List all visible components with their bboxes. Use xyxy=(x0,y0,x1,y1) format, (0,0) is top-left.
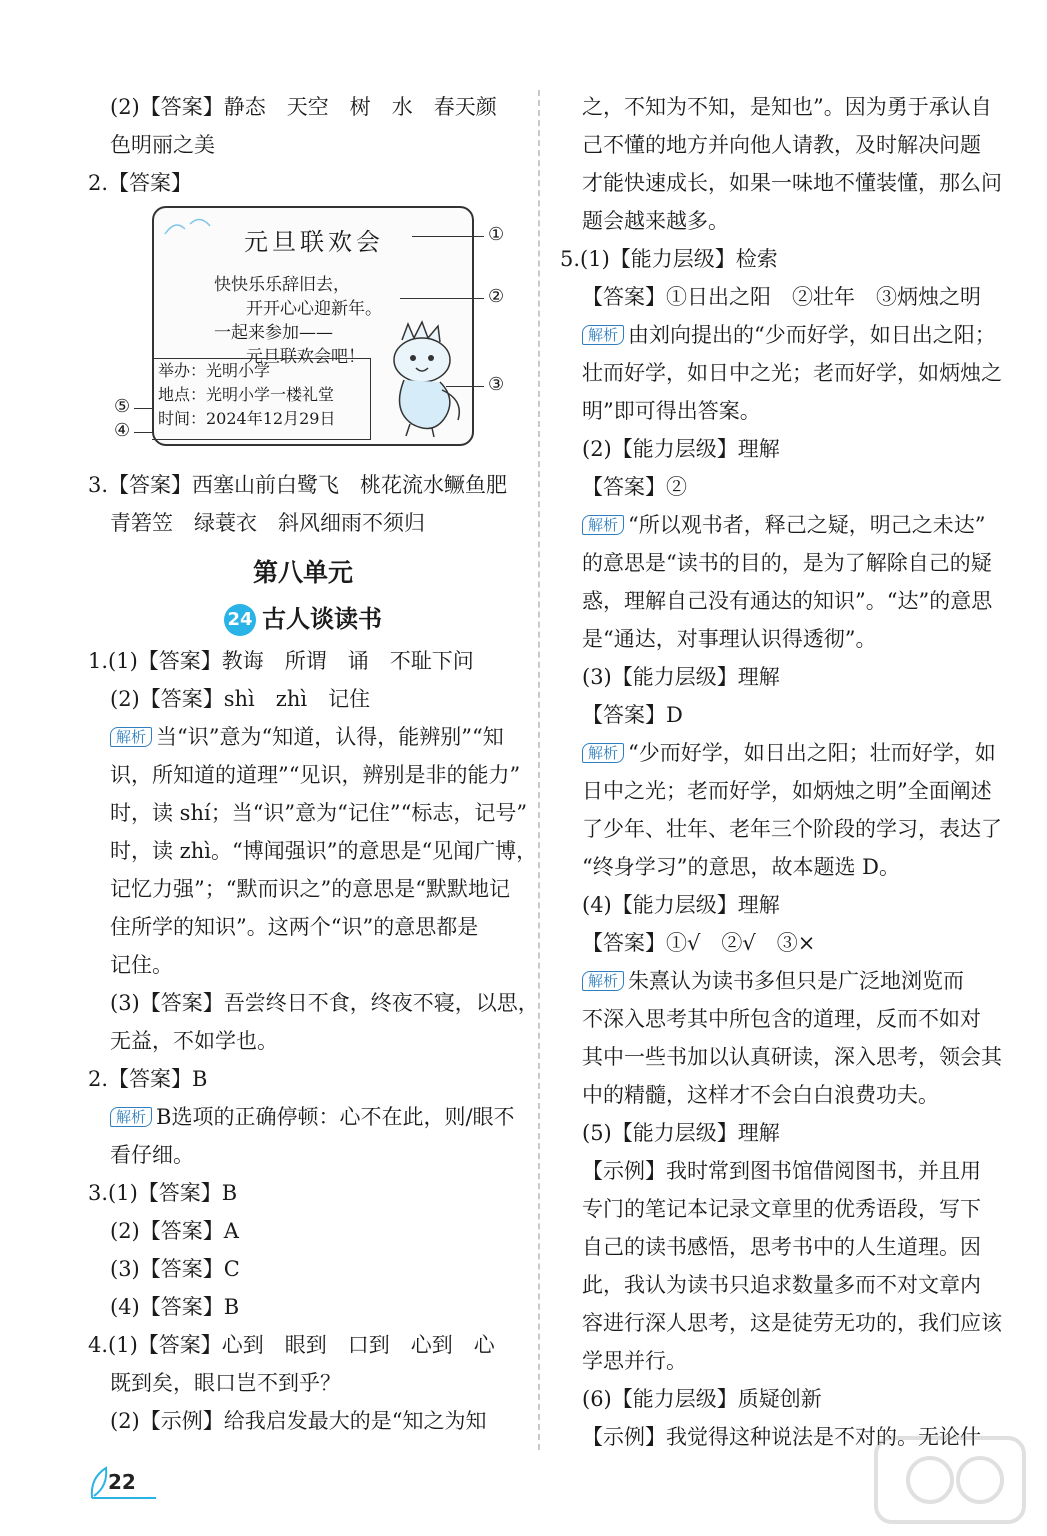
page-number: 22 xyxy=(108,1470,136,1494)
line-text: 2.【答案】B xyxy=(88,1067,208,1091)
line-text: 此，我认为读书只追求数量多而不对文章内 xyxy=(582,1273,981,1297)
body-line xyxy=(88,1098,518,1136)
body-line xyxy=(560,1038,1002,1076)
leaf-icon xyxy=(88,1466,110,1500)
line-text: 【示例】我时常到图书馆借阅图书，并且用 xyxy=(582,1159,981,1183)
body-line xyxy=(560,88,992,126)
line-text: 1.(1)【答案】教诲 所谓 诵 不耻下问 xyxy=(88,649,474,673)
lesson-number-badge: 24 xyxy=(224,604,256,636)
line-text: 青箬笠 绿蓑衣 斜风细雨不须归 xyxy=(110,511,425,535)
body-line xyxy=(560,1342,980,1380)
line-text: 的意思是“读书的目的，是为了解除自己的疑 xyxy=(582,551,992,575)
body-line xyxy=(88,870,518,908)
arrow-5 xyxy=(134,408,154,409)
line-text: 记住。 xyxy=(110,953,173,977)
line-text: 由刘向提出的“少而好学，如日出之阳； xyxy=(628,323,996,347)
unit-title: 第八单元 xyxy=(252,558,353,587)
answer-line xyxy=(88,466,518,504)
body-line xyxy=(88,984,539,1022)
line-text: (3)【能力层级】理解 xyxy=(582,665,780,689)
body-line xyxy=(88,1250,518,1288)
poster-info-place: 地点：光明小学一楼礼堂 xyxy=(158,385,335,404)
body-line xyxy=(88,1402,518,1440)
arrow-3 xyxy=(446,386,484,387)
body-line xyxy=(88,1326,518,1364)
poster-info-box xyxy=(152,358,371,440)
line-text: 4.(1)【答案】心到 眼到 口到 心到 心 xyxy=(88,1333,495,1357)
line-text: 明”即可得出答案。 xyxy=(582,399,761,423)
watermark-logo-icon xyxy=(870,1430,1030,1530)
body-line xyxy=(560,620,980,658)
body-line xyxy=(88,908,518,946)
line-text: 【示例】我觉得这种说法是不对的。无论什 xyxy=(582,1425,981,1449)
body-line xyxy=(88,756,521,794)
line-text: (2)【能力层级】理解 xyxy=(582,437,780,461)
line-text: 记忆力强”；“默而识之”的意思是“默默地记 xyxy=(110,877,510,901)
q3-answers xyxy=(88,466,518,542)
line-text: (6)【能力层级】质疑创新 xyxy=(582,1387,822,1411)
analysis-tag: 解析 xyxy=(582,971,624,991)
line-text: 容进行深人思考，这是徒劳无功的，我们应该 xyxy=(582,1311,1002,1335)
poster-line-3: 一起来参加—— xyxy=(214,323,333,343)
line-text: 时，读 zhì。“博闻强识”的意思是“见闻广博， xyxy=(110,839,538,863)
body-line xyxy=(560,506,986,544)
line-text: (2)【答案】静态 天空 树 水 春天颜 xyxy=(110,95,497,119)
body-line xyxy=(88,1364,518,1402)
poster-info-time: 时间：2024年12月29日 xyxy=(158,409,336,428)
line-text: 其中一些书加以认真研读，深入思考，领会其 xyxy=(582,1045,1002,1069)
line-text: 不深入思考其中所包含的道理，反而不如对 xyxy=(582,1007,981,1031)
body-line xyxy=(560,772,992,810)
line-text: (2)【示例】给我启发最大的是“知之为知 xyxy=(110,1409,487,1433)
line-text: B选项的正确停顿：心不在此，则/眼不 xyxy=(156,1105,515,1129)
line-text: 5.(1)【能力层级】检索 xyxy=(560,247,778,271)
body-line xyxy=(560,1000,980,1038)
line-text: 之，不知为不知，是知也”。因为勇于承认自 xyxy=(582,95,992,119)
line-text: 题会越来越多。 xyxy=(582,209,729,233)
line-text: (3)【答案】吾尝终日不食，终夜不寝，以思， xyxy=(110,991,539,1015)
right-column xyxy=(560,88,1002,1456)
line-text: 己不懂的地方并向他人请教，及时解决问题 xyxy=(582,133,981,157)
body-line xyxy=(560,658,980,696)
body-line xyxy=(560,278,980,316)
body-line xyxy=(88,946,518,984)
line-text: (3)【答案】C xyxy=(110,1257,240,1281)
body-line xyxy=(560,1190,980,1228)
body-line xyxy=(88,1136,518,1174)
line-text: 【答案】①日出之阳 ②壮年 ③炳烛之明 xyxy=(582,285,981,309)
analysis-tag: 解析 xyxy=(110,1107,152,1127)
poster-line-1: 快快乐乐辞旧去， xyxy=(214,275,350,295)
body-line xyxy=(560,696,980,734)
left-body-text xyxy=(88,642,539,1440)
line-text: 3.【答案】西塞山前白鹭飞 桃花流水鳜鱼肥 xyxy=(88,473,508,497)
line-text: 住所学的知识”。这两个“识”的意思都是 xyxy=(110,915,479,939)
line-text: 朱熹认为读书多但只是广泛地浏览而 xyxy=(628,969,965,993)
footer-underline xyxy=(92,1497,156,1499)
marker-3: ③ xyxy=(488,374,505,395)
body-line xyxy=(88,1060,518,1098)
answer-line xyxy=(88,504,518,542)
dragon-mascot-icon xyxy=(382,320,466,438)
line-text: 3.(1)【答案】B xyxy=(88,1181,238,1205)
line-text: 专门的笔记本记录文章里的优秀语段，写下 xyxy=(582,1197,981,1221)
marker-4: ④ xyxy=(114,420,131,441)
body-line xyxy=(560,202,980,240)
sparkle-doodle-icon xyxy=(160,214,220,244)
body-line xyxy=(88,832,538,870)
line-text: (4)【能力层级】理解 xyxy=(582,893,780,917)
line-text: (2)【答案】A xyxy=(110,1219,239,1243)
line-text: 既到矣，眼口岂不到乎？ xyxy=(110,1371,341,1395)
poster-line-4: 元旦联欢会吧！ xyxy=(246,347,365,367)
body-line xyxy=(560,886,980,924)
lesson-heading xyxy=(88,596,518,642)
line-text: “所以观书者，释己之疑，明己之未达” xyxy=(628,513,986,537)
body-line xyxy=(88,642,518,680)
lesson-title: 古人谈读书 xyxy=(262,605,382,633)
analysis-tag: 解析 xyxy=(110,727,152,747)
line-text: 当“识”意为“知道，认得，能辨别”“知 xyxy=(156,725,504,749)
column-divider xyxy=(538,90,540,1450)
line-text: 学思并行。 xyxy=(582,1349,687,1373)
line-text: 【答案】①√ ②√ ③× xyxy=(582,931,816,955)
body-line xyxy=(560,734,996,772)
line-text: 识，所知道的道理”“见识，辨别是非的能力” xyxy=(110,763,521,787)
answer-line xyxy=(88,126,518,164)
marker-5: ⑤ xyxy=(114,396,131,417)
body-line xyxy=(560,1266,980,1304)
analysis-tag: 解析 xyxy=(582,743,624,763)
line-text: 是“通达，对事理认识得透彻”。 xyxy=(582,627,877,651)
body-line xyxy=(88,794,528,832)
body-line xyxy=(560,354,1002,392)
arrow-4 xyxy=(134,432,154,433)
body-line xyxy=(560,392,980,430)
arrow-1 xyxy=(412,236,484,237)
body-line xyxy=(560,468,980,506)
body-line xyxy=(88,1022,518,1060)
line-text: 日中之光；老而好学，如炳烛之明”全面阐述 xyxy=(582,779,992,803)
body-line xyxy=(560,924,980,962)
body-line xyxy=(560,1228,980,1266)
line-text: “终身学习”的意思，故本题选 D。 xyxy=(582,855,900,879)
arrow-2 xyxy=(400,298,484,299)
body-line xyxy=(560,126,980,164)
poster-line-2: 开开心心迎新年。 xyxy=(246,299,382,319)
line-text: 【答案】② xyxy=(582,475,687,499)
body-line xyxy=(560,430,980,468)
line-text: 无益，不如学也。 xyxy=(110,1029,278,1053)
body-line xyxy=(560,240,980,278)
body-line xyxy=(560,962,980,1000)
line-text: 自己的读书感悟，思考书中的人生道理。因 xyxy=(582,1235,981,1259)
body-line xyxy=(88,718,518,756)
body-line xyxy=(560,164,1002,202)
body-line xyxy=(560,1380,980,1418)
line-text: 色明丽之美 xyxy=(110,133,215,157)
marker-1: ① xyxy=(488,224,505,245)
body-line xyxy=(560,810,1002,848)
body-line xyxy=(560,316,996,354)
line-text: 看仔细。 xyxy=(110,1143,194,1167)
left-column xyxy=(88,88,539,1440)
body-line xyxy=(560,1152,980,1190)
poster-figure xyxy=(88,202,518,466)
line-text: 壮而好学，如日中之光；老而好学，如炳烛之 xyxy=(582,361,1002,385)
line-text: (4)【答案】B xyxy=(110,1295,240,1319)
line-text: (5)【能力层级】理解 xyxy=(582,1121,780,1145)
q2-answer-label: 2.【答案】 xyxy=(88,171,193,195)
analysis-tag: 解析 xyxy=(582,325,624,345)
poster-card xyxy=(152,206,474,446)
line-text: 中的精髓，这样才不会白白浪费功夫。 xyxy=(582,1083,939,1107)
line-text: 惑，理解自己没有通达的知识”。“达”的意思 xyxy=(582,589,993,613)
body-line xyxy=(560,1076,980,1114)
line-text: 时，读 shí；当“识”意为“记住”“标志，记号” xyxy=(110,801,528,825)
body-line xyxy=(560,544,992,582)
line-text: 才能快速成长，如果一味地不懂装懂，那么问 xyxy=(582,171,1002,195)
body-line xyxy=(88,1288,518,1326)
body-line xyxy=(88,1174,518,1212)
left-top-answers xyxy=(88,88,518,164)
line-text: (2)【答案】shì zhì 记住 xyxy=(110,687,371,711)
body-line xyxy=(560,1114,980,1152)
body-line xyxy=(88,680,518,718)
body-line xyxy=(560,582,993,620)
poster-title: 元旦联欢会 xyxy=(244,228,384,256)
line-text: 了少年、壮年、老年三个阶段的学习，表达了 xyxy=(582,817,1002,841)
analysis-tag: 解析 xyxy=(582,515,624,535)
body-line xyxy=(88,1212,518,1250)
poster-info-host: 举办：光明小学 xyxy=(158,361,271,380)
line-text: “少而好学，如日出之阳；壮而好学，如 xyxy=(628,741,996,765)
answer-line xyxy=(88,88,518,126)
body-line xyxy=(560,848,980,886)
line-text: 【答案】D xyxy=(582,703,683,727)
body-line xyxy=(560,1304,1002,1342)
marker-2: ② xyxy=(488,286,505,307)
